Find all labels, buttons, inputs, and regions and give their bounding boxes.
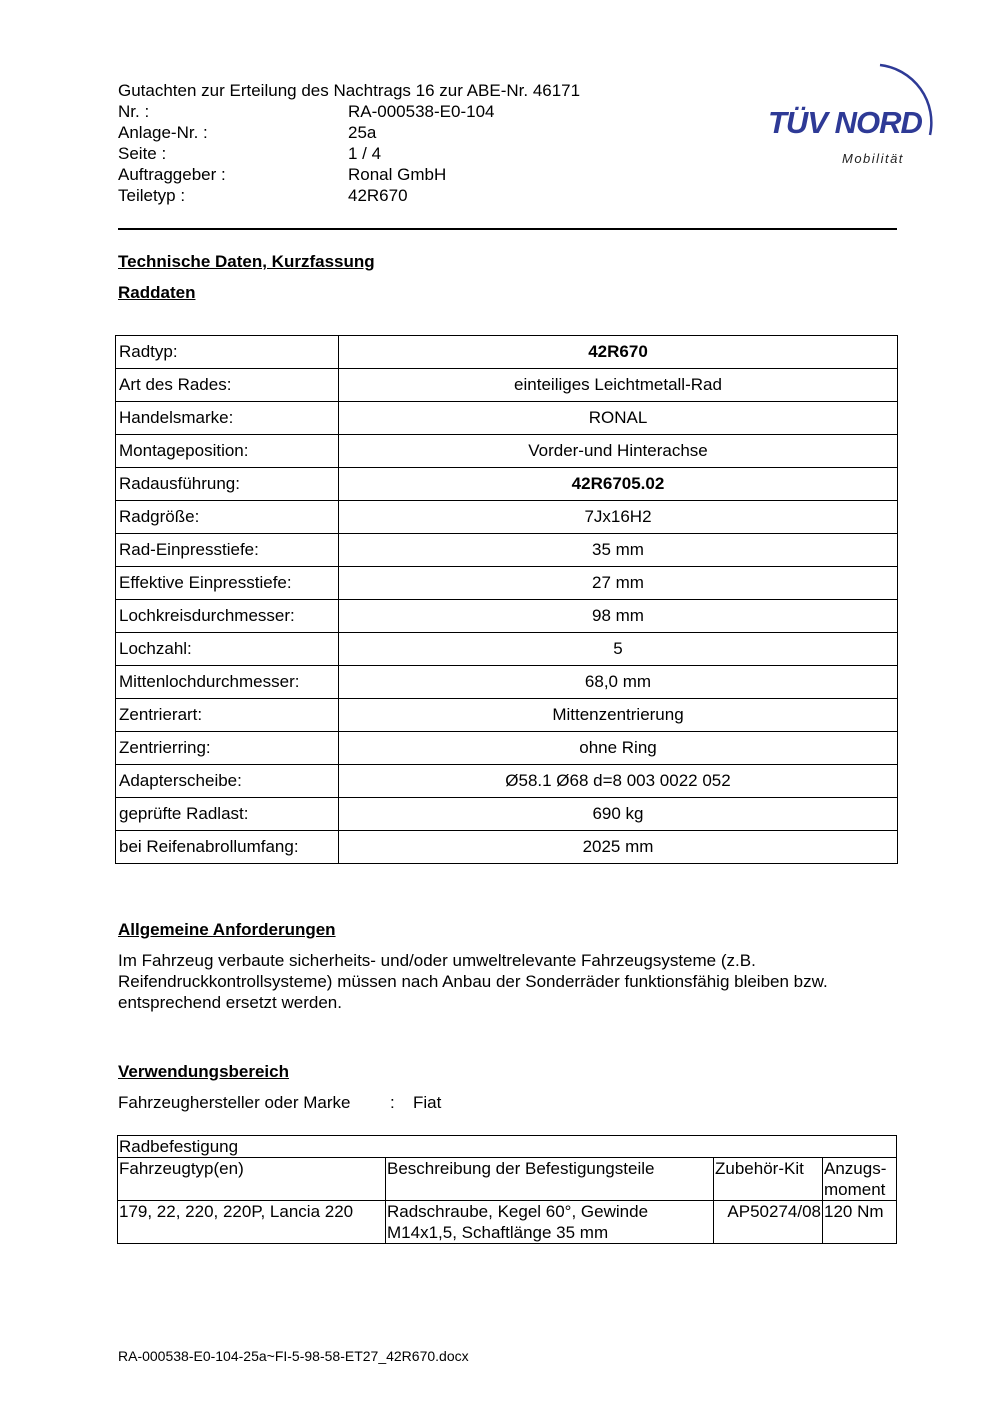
- row-label: Montageposition:: [116, 435, 339, 468]
- cell-fahrzeugtyp: 179, 22, 220, 220P, Lancia 220: [118, 1201, 386, 1244]
- header-value: 42R670: [348, 186, 408, 205]
- table-row: [116, 600, 898, 633]
- manufacturer-separator: :: [390, 1093, 395, 1112]
- table-row: [116, 765, 898, 798]
- header-line: moment: [824, 1180, 886, 1199]
- row-label: Rad-Einpresstiefe:: [116, 534, 339, 567]
- header-row: [118, 101, 580, 122]
- header-line: Anzugs-: [824, 1159, 887, 1178]
- header-key: Seite :: [118, 144, 167, 163]
- row-value: 5: [339, 633, 898, 666]
- row-value: ohne Ring: [339, 732, 898, 765]
- row-value: 42R670: [339, 336, 898, 369]
- radbefestigung-table: [117, 1135, 897, 1244]
- row-value: einteiliges Leichtmetall-Rad: [339, 369, 898, 402]
- table-row: [116, 534, 898, 567]
- table-row: [118, 1136, 897, 1158]
- header-cell-fahrzeugtyp: Fahrzeugtyp(en): [118, 1158, 386, 1201]
- raddaten-table: [115, 335, 898, 864]
- row-label: Zentrierring:: [116, 732, 339, 765]
- row-label: geprüfte Radlast:: [116, 798, 339, 831]
- table-row: [116, 831, 898, 864]
- table-row: [116, 336, 898, 369]
- manufacturer-line: [118, 1093, 441, 1113]
- row-label: Handelsmarke:: [116, 402, 339, 435]
- row-label: bei Reifenabrollumfang:: [116, 831, 339, 864]
- row-value: 2025 mm: [339, 831, 898, 864]
- row-value: 27 mm: [339, 567, 898, 600]
- header-value: 25a: [348, 123, 377, 142]
- table-header-row: [118, 1158, 897, 1201]
- row-label: Radgröße:: [116, 501, 339, 534]
- footer-filename: RA-000538-E0-104-25a~FI-5-98-58-ET27_42R670.docx: [118, 1348, 469, 1364]
- row-value: 7Jx16H2: [339, 501, 898, 534]
- header-row: [118, 164, 580, 185]
- table-row: [116, 567, 898, 600]
- header-value: Ronal GmbH: [348, 165, 447, 184]
- row-label: Lochkreisdurchmesser:: [116, 600, 339, 633]
- paragraph-line: Im Fahrzeug verbaute sicherheits- und/oder umweltrelevante Fahrzeugsysteme (z.B.: [118, 951, 756, 970]
- row-value: RONAL: [339, 402, 898, 435]
- section-heading-raddaten: Raddaten: [118, 283, 196, 302]
- row-label: Mittenlochdurchmesser:: [116, 666, 339, 699]
- raddaten-table-body: [116, 336, 898, 864]
- document-header: [118, 80, 580, 206]
- table-title-cell: Radbefestigung: [118, 1136, 897, 1158]
- table-row: [116, 666, 898, 699]
- row-label: Radtyp:: [116, 336, 339, 369]
- row-label: Art des Rades:: [116, 369, 339, 402]
- tuv-nord-logo: [760, 55, 945, 175]
- table-row: [116, 369, 898, 402]
- table-row: [116, 435, 898, 468]
- row-value: Vorder-und Hinterachse: [339, 435, 898, 468]
- row-label: Zentrierart:: [116, 699, 339, 732]
- logo-subtitle: Mobilität: [842, 151, 904, 166]
- header-key: Nr. :: [118, 102, 150, 121]
- row-value: Mittenzentrierung: [339, 699, 898, 732]
- manufacturer-value: Fiat: [413, 1093, 442, 1112]
- document-title: Gutachten zur Erteilung des Nachtrags 16 zur ABE-Nr. 46171: [118, 81, 581, 100]
- header-value: RA-000538-E0-104: [348, 102, 495, 121]
- header-cell-zubehoer: Zubehör-Kit: [714, 1158, 823, 1201]
- paragraph-line: Reifendruckkontrollsysteme) müssen nach Anbau der Sonderräder funktionsfähig bleiben bzw.: [118, 972, 828, 991]
- manufacturer-label: Fahrzeughersteller oder Marke: [118, 1093, 351, 1112]
- table-row: [116, 501, 898, 534]
- section-heading-tech: Technische Daten, Kurzfassung: [118, 252, 375, 271]
- row-label: Adapterscheibe:: [116, 765, 339, 798]
- row-label: Radausführung:: [116, 468, 339, 501]
- table-row: [116, 468, 898, 501]
- row-value: 690 kg: [339, 798, 898, 831]
- cell-anzugsmoment: 120 Nm: [823, 1201, 897, 1244]
- section-heading-verwendung: Verwendungsbereich: [118, 1062, 289, 1081]
- table-row: [116, 732, 898, 765]
- paragraph-line: entsprechend ersetzt werden.: [118, 993, 342, 1012]
- section-heading-allgemein: Allgemeine Anforderungen: [118, 920, 336, 939]
- cell-line: Radschraube, Kegel 60°, Gewinde: [387, 1202, 649, 1221]
- row-value: 98 mm: [339, 600, 898, 633]
- header-cell-anzugsmoment: [823, 1158, 897, 1201]
- header-key: Teiletyp :: [118, 186, 186, 205]
- header-key: Auftraggeber :: [118, 165, 226, 184]
- header-row: [118, 122, 580, 143]
- row-value: 42R6705.02: [339, 468, 898, 501]
- header-value: 1 / 4: [348, 144, 382, 163]
- table-row: [116, 798, 898, 831]
- cell-line: M14x1,5, Schaftlänge 35 mm: [387, 1223, 609, 1242]
- requirements-paragraph: [118, 950, 908, 1013]
- row-label: Effektive Einpresstiefe:: [116, 567, 339, 600]
- table-row: [116, 402, 898, 435]
- table-row: [116, 633, 898, 666]
- cell-zubehoer: AP50274/08: [714, 1201, 823, 1244]
- row-label: Lochzahl:: [116, 633, 339, 666]
- header-row: [118, 185, 580, 206]
- cell-beschreibung: [386, 1201, 714, 1244]
- table-row: [118, 1201, 897, 1244]
- header-row: [118, 143, 580, 164]
- header-cell-beschreibung: Beschreibung der Befestigungsteile: [386, 1158, 714, 1201]
- logo-brand: TÜV NORD: [768, 105, 922, 140]
- row-value: 35 mm: [339, 534, 898, 567]
- table-row: [116, 699, 898, 732]
- header-key: Anlage-Nr. :: [118, 123, 208, 142]
- row-value: 68,0 mm: [339, 666, 898, 699]
- header-divider: [118, 228, 897, 230]
- row-value: Ø58.1 Ø68 d=8 003 0022 052: [339, 765, 898, 798]
